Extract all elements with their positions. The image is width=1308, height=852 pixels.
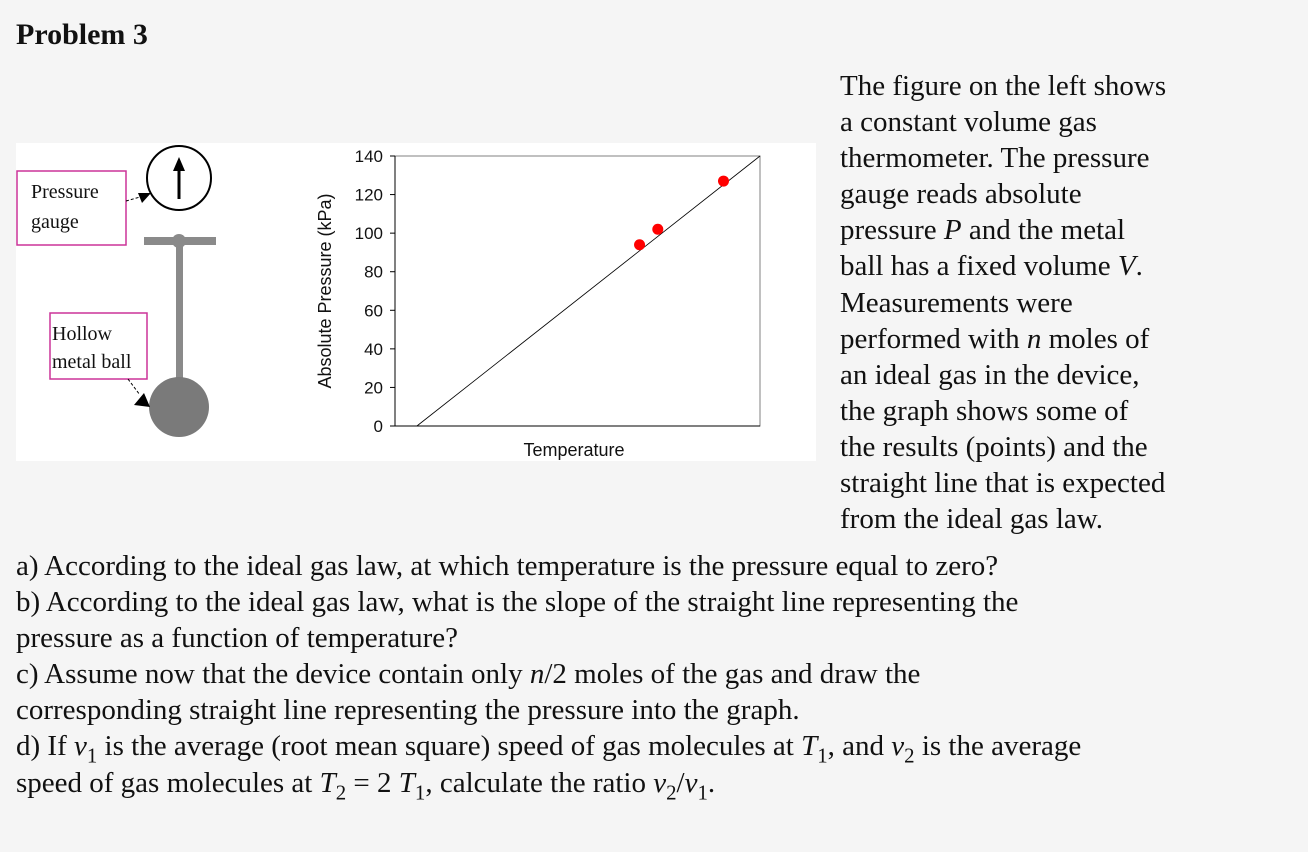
description-line: Measurements were: [840, 286, 1073, 319]
math-variable: v: [73, 730, 87, 763]
math-variable: T: [801, 730, 818, 763]
y-tick-label: 140: [354, 147, 383, 166]
description-line: the graph shows some of: [840, 394, 1129, 427]
description-line: thermometer. The pressure: [840, 142, 1150, 175]
question-line: d) If $v_1$ is the average (root mean square) speed of gas molecules at $T_1$, and $v_2$ is the average: [16, 730, 1082, 768]
question-line: corresponding straight line representing the pressure into the graph.: [16, 694, 800, 727]
description-line: from the ideal gas law.: [840, 503, 1104, 536]
y-tick-label: 0: [373, 417, 383, 436]
pressure-temperature-chart: [315, 147, 760, 460]
math-subscript: 1: [414, 779, 426, 804]
math-variable: P: [943, 214, 962, 247]
description-line: pressure P and the metal: [840, 214, 1126, 247]
question-line: c) Assume now that the device contain only n/2 moles of the gas and draw the: [16, 658, 921, 691]
ball-pointer-arrow-icon: [128, 379, 150, 407]
data-point: [718, 176, 729, 187]
math-subscript: 2: [904, 743, 915, 768]
ball-label-line1: Hollow: [52, 323, 112, 345]
y-axis-label: Absolute Pressure (kPa): [315, 193, 335, 389]
math-subscript: 2: [666, 779, 677, 804]
description-line: ball has a fixed volume V.: [840, 250, 1143, 283]
y-tick-label: 60: [364, 301, 383, 321]
ball-label-line2: metal ball: [52, 351, 132, 373]
stem: [176, 235, 183, 385]
math-variable: T: [398, 766, 415, 799]
y-tick-label: 120: [354, 185, 383, 205]
description-line: gauge reads absolute: [840, 178, 1082, 211]
questions: [16, 548, 1296, 804]
math-variable: T: [319, 766, 336, 799]
metal-ball-icon: [149, 377, 209, 437]
gauge-pointer-arrow-icon: [126, 193, 151, 203]
plot-area: [395, 156, 760, 426]
figure-panel: [16, 143, 816, 461]
y-tick-label: 80: [364, 262, 383, 282]
description-line: an ideal gas in the device,: [840, 358, 1140, 391]
pressure-gauge-label-line2: gauge: [31, 211, 79, 233]
joint: [172, 234, 186, 248]
question-line: pressure as a function of temperature?: [16, 622, 459, 655]
math-subscript: 2: [335, 779, 347, 804]
data-point: [652, 224, 663, 235]
question-line: b) According to the ideal gas law, what is the slope of the straight line representing the: [16, 586, 1019, 619]
description-line: performed with n moles of: [840, 322, 1150, 355]
math-variable: V: [1117, 250, 1136, 283]
y-tick-label: 40: [364, 339, 383, 359]
thermometer-device: [17, 146, 216, 437]
description-line: the results (points) and the: [840, 430, 1148, 463]
x-axis-label: Temperature: [523, 440, 625, 460]
math-variable: v: [891, 730, 905, 763]
figure: [16, 143, 816, 461]
math-variable: n: [1026, 322, 1042, 355]
math-variable: v: [684, 766, 698, 799]
math-variable: v: [653, 766, 667, 799]
math-subscript: 1: [697, 779, 708, 804]
pressure-gauge-icon: [147, 146, 211, 210]
description-line: a constant volume gas: [840, 106, 1097, 139]
y-tick-label: 100: [354, 224, 383, 244]
problem-title: Problem 3: [16, 18, 148, 51]
y-tick-label: 20: [364, 378, 383, 398]
figure-description: [840, 68, 1260, 537]
data-point: [634, 239, 645, 250]
math-subscript: 1: [86, 743, 98, 768]
question-line: speed of gas molecules at $T_2 = 2$ $T_1$, calculate the ratio $v_2/v_1$.: [16, 766, 716, 804]
math-subscript: 1: [817, 743, 828, 768]
pressure-gauge-label-line1: Pressure: [31, 181, 99, 203]
description-line: The figure on the left shows: [840, 70, 1167, 102]
description-line: straight line that is expected: [840, 467, 1166, 500]
math-variable: n: [529, 658, 545, 691]
question-line: a) According to the ideal gas law, at which temperature is the pressure equal to zero?: [16, 550, 999, 582]
